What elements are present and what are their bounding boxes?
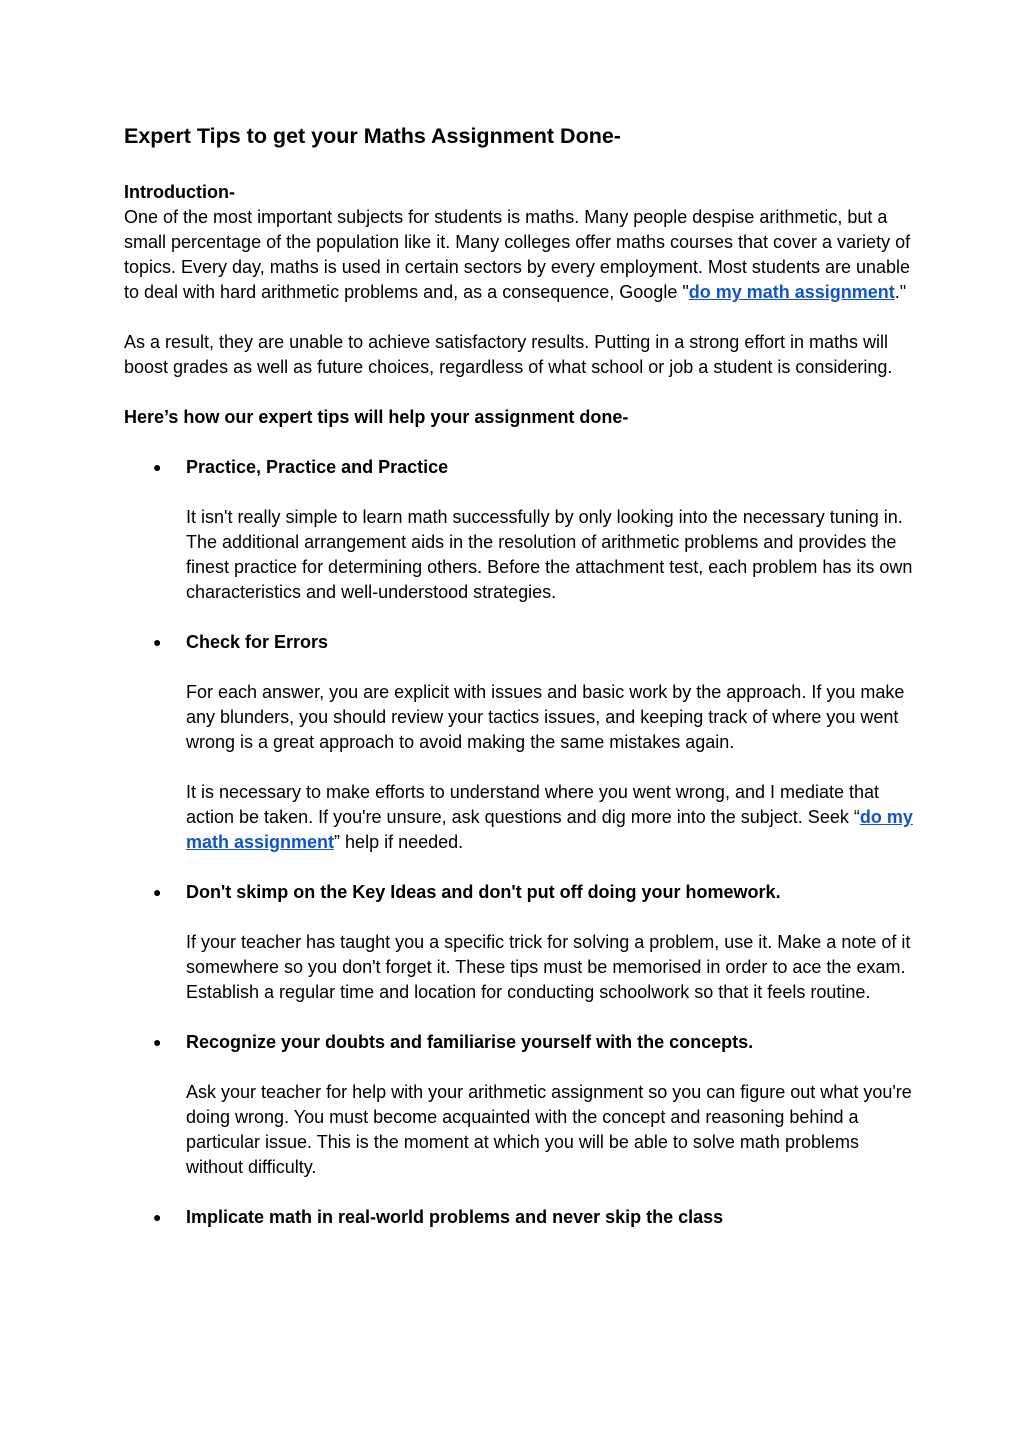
tip-item-real-world — [124, 1205, 914, 1230]
tips-heading: Here’s how our expert tips will help your assignment done- — [124, 407, 629, 427]
document-title: Expert Tips to get your Maths Assignment Done- — [124, 124, 621, 148]
tip-title: Check for Errors — [186, 632, 329, 652]
tip-body-2-pre: It is necessary to make efforts to understand where you went wrong, and I mediate that action be taken. If you're unsure, ask questions and dig more into the subject. Seek “ — [186, 782, 880, 827]
tip-item-practice — [124, 455, 914, 605]
bullet-icon: ● — [153, 1034, 162, 1050]
tip-title: Don't skimp on the Key Ideas and don't put off doing your homework. — [186, 882, 781, 902]
tip-item-errors — [124, 630, 914, 855]
intro-paragraph-2: As a result, they are unable to achieve satisfactory results. Putting in a strong effort in maths will boost grades as well as future choices, regardless of what school or job a student is considering. — [124, 332, 893, 377]
bullet-icon: ● — [153, 459, 162, 475]
do-my-math-assignment-link-2[interactable]: do my math assignment — [186, 807, 913, 852]
tip-body: For each answer, you are explicit with issues and basic work by the approach. If you make any blunders, you should review your tactics issues, and keeping track of where you went wrong is a great approach to avoid making the same mistakes again. — [186, 682, 905, 752]
intro-paragraph-1-text: One of the most important subjects for students is maths. Many people despise arithmetic, but a small percentage of the population like it. Many colleges offer maths courses that cover a variety of topics. Every day, maths is used in certain sectors by every employment. Most students are unable to deal with hard arithmetic problems and, as a consequence, Google " — [124, 207, 911, 302]
tip-body: Ask your teacher for help with your arithmetic assignment so you can figure out what you're doing wrong. You must become acquainted with the concept and reasoning behind a particular issue. This is the moment at which you will be able to solve math problems without difficulty. — [186, 1082, 912, 1177]
tip-body-2-post: ” help if needed. — [334, 832, 464, 852]
tip-title: Practice, Practice and Practice — [186, 457, 449, 477]
document-page — [124, 118, 914, 1255]
intro-heading: Introduction- — [124, 182, 235, 202]
tip-title: Recognize your doubts and familiarise yourself with the concepts. — [186, 1032, 754, 1052]
tip-body: If your teacher has taught you a specific trick for solving a problem, use it. Make a note of it somewhere so you don't forget it. These tips must be memorised in order to ace the exam. Establish a regular time and location for conducting schoolwork so that it feels routine. — [186, 932, 911, 1002]
tip-body-2 — [186, 780, 914, 855]
tip-title: Implicate math in real-world problems and never skip the class — [186, 1207, 724, 1227]
tip-item-key-ideas — [124, 880, 914, 1005]
intro-paragraph-1-end: ." — [894, 282, 907, 302]
bullet-icon: ● — [153, 884, 162, 900]
bullet-icon: ● — [153, 1209, 162, 1225]
tips-list — [124, 455, 914, 1230]
tip-body: It isn't really simple to learn math successfully by only looking into the necessary tuning in. The additional arrangement aids in the resolution of arithmetic problems and provides the finest practice for determining others. Before the attachment test, each problem has its own characteristics and well-understood strategies. — [186, 507, 913, 602]
bullet-icon: ● — [153, 634, 162, 650]
intro-paragraph-1 — [124, 205, 914, 305]
do-my-math-assignment-link-1[interactable]: do my math assignment — [688, 282, 895, 302]
tip-item-doubts — [124, 1030, 914, 1180]
